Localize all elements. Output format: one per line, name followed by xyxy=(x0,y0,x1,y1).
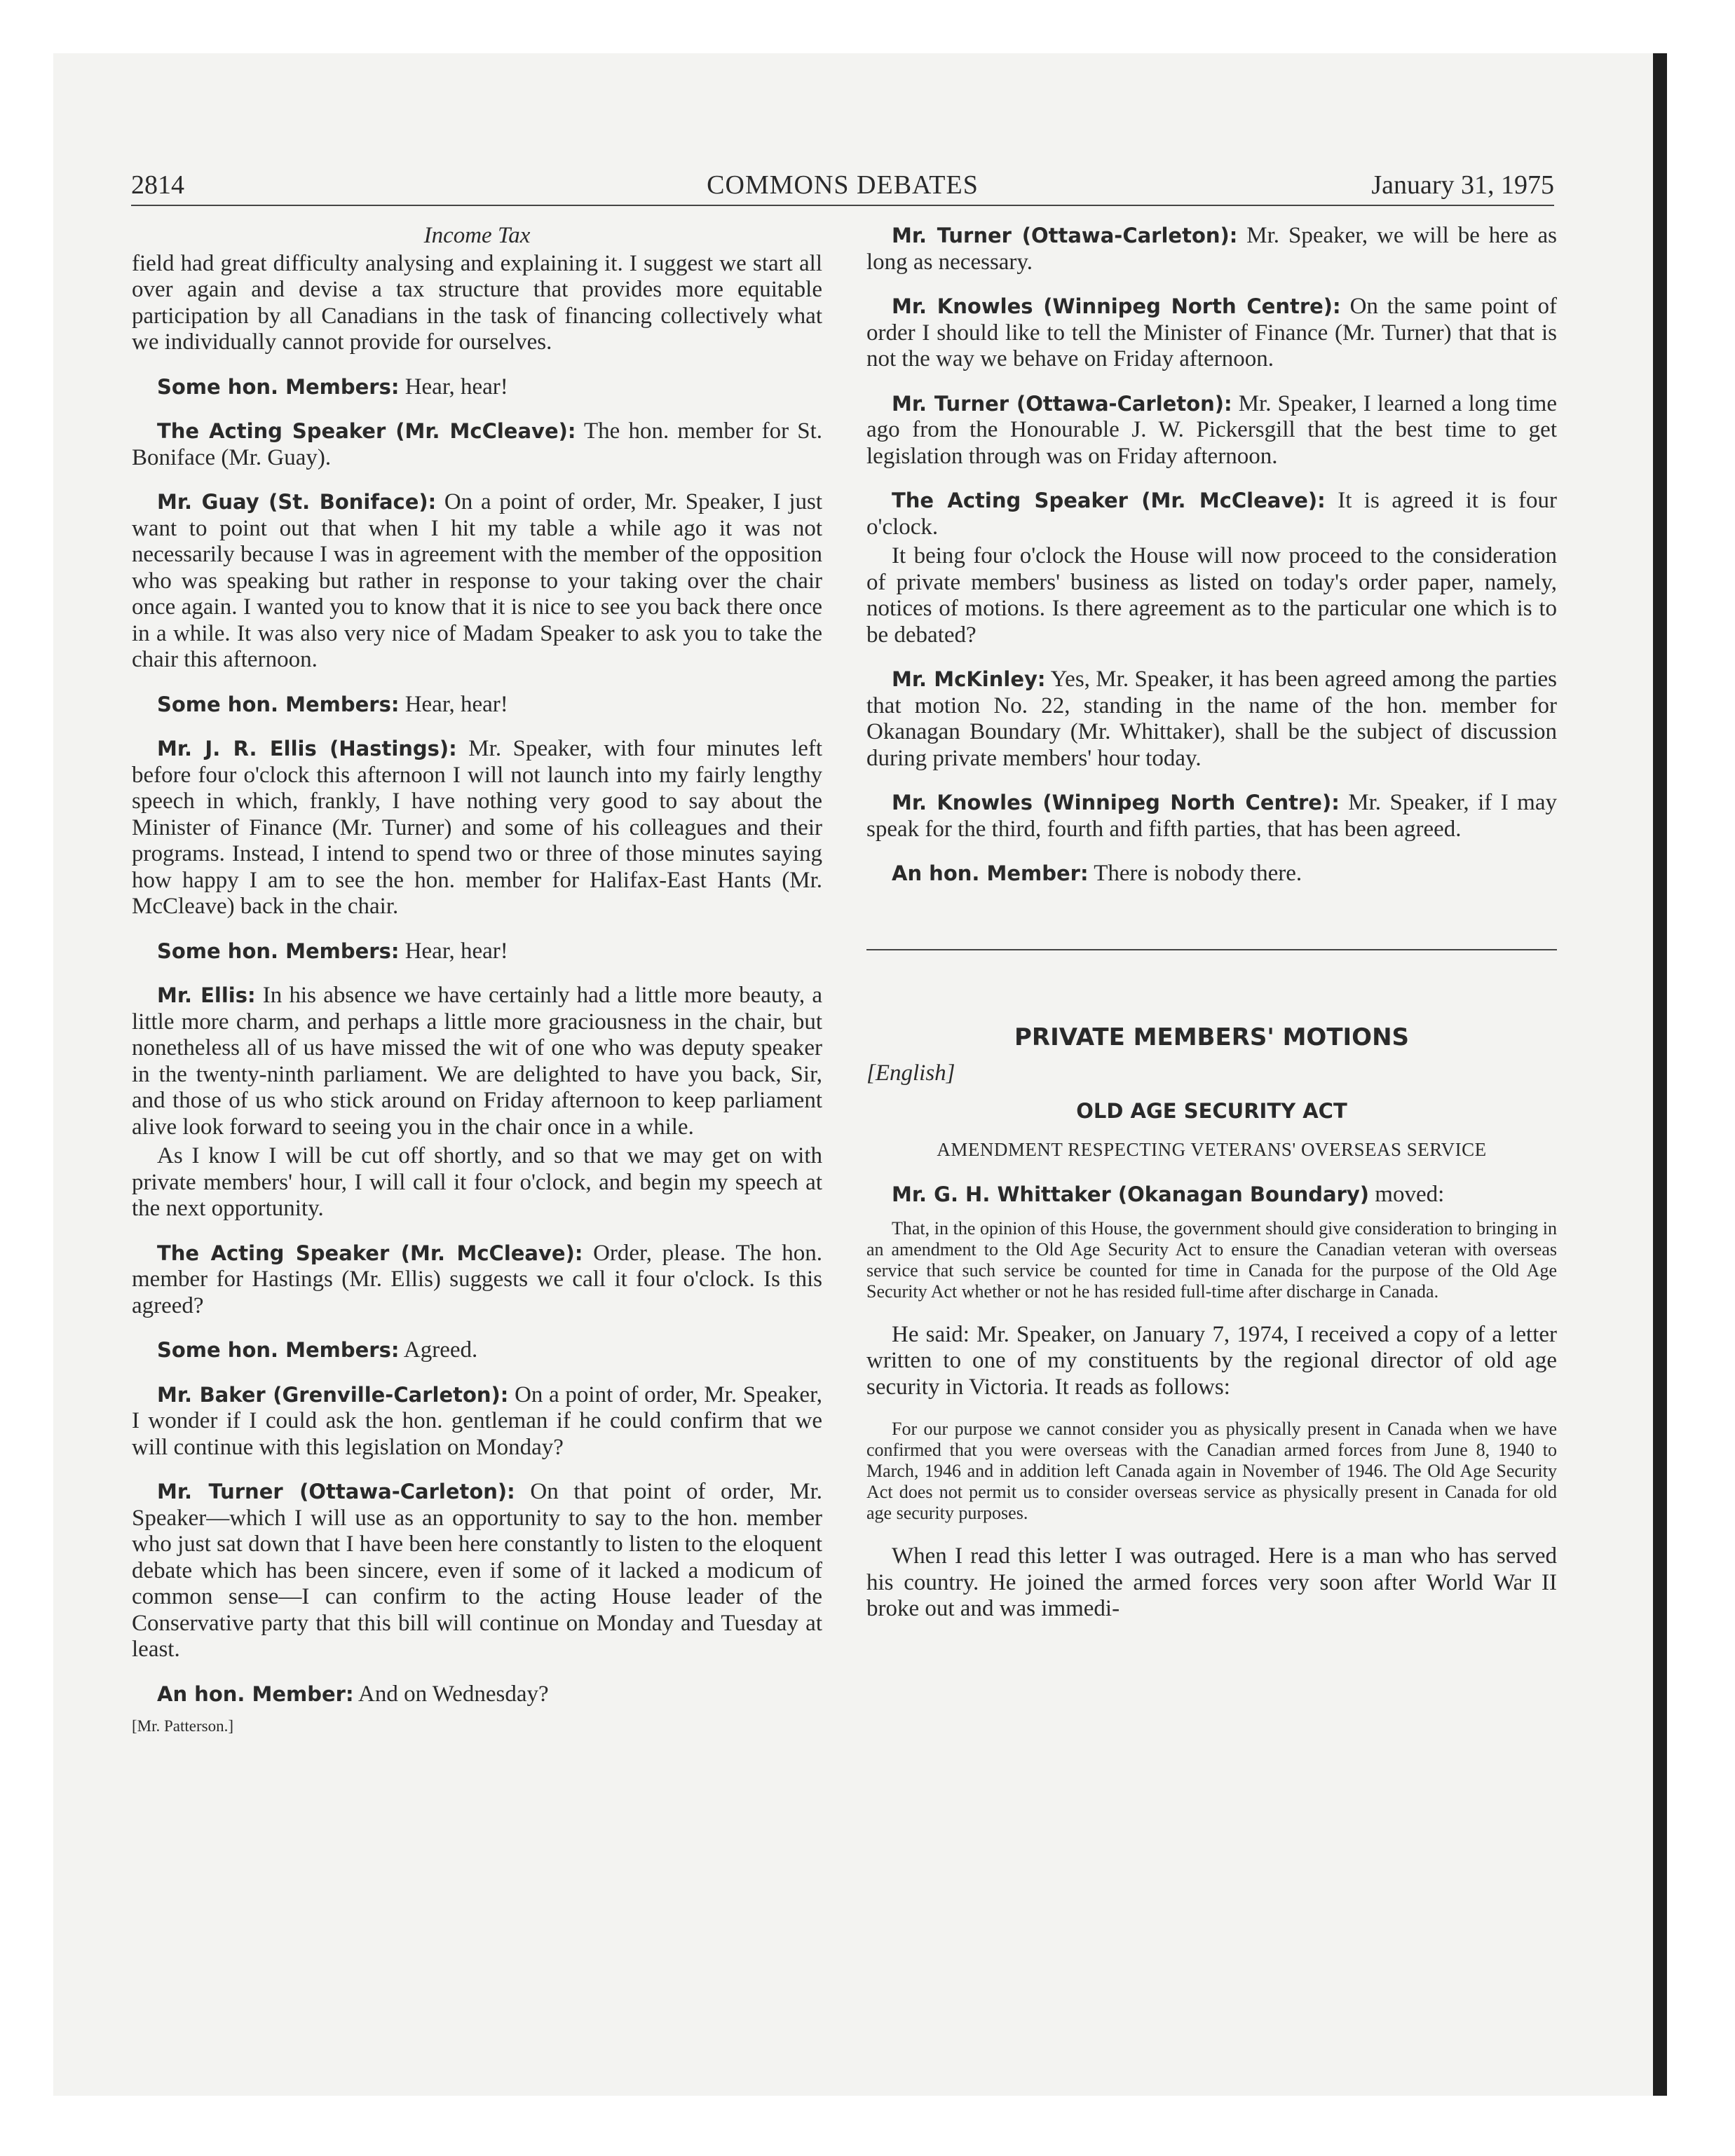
paragraph: Some hon. Members: Hear, hear! xyxy=(157,691,508,717)
paragraph: Mr. G. H. Whittaker (Okanagan Boundary) moved: xyxy=(892,1182,1445,1207)
running-head: Income Tax xyxy=(423,223,531,248)
section-divider xyxy=(866,949,1557,950)
speaker-name: The Acting Speaker (Mr. McCleave): xyxy=(157,419,576,443)
paragraph: An hon. Member: And on Wednesday? xyxy=(157,1681,549,1707)
paragraph: An hon. Member: There is nobody there. xyxy=(892,861,1302,886)
speaker-name: Mr. G. H. Whittaker (Okanagan Boundary) xyxy=(892,1182,1370,1206)
paragraph: field had great difficulty analysing and explaining it. I suggest we start all over again and devise a tax structure that provides more equitable participation by all Canadians in the task of financing collectively what we individually cannot provide for ourselves. xyxy=(132,250,822,355)
motion-text: That, in the opinion of this House, the government should give consideration to bringing in an amendment to the Old Age Security Act to ensure the Canadian veteran with overseas service that such service be counted for time in Canada for the purpose of the Old Age Security Act whether or not he has resided full-time after discharge in Canada. xyxy=(866,1217,1557,1302)
speaker-name: Mr. McKinley: xyxy=(892,667,1046,691)
header-rule xyxy=(131,205,1554,206)
speaker-name: Mr. Guay (St. Boniface): xyxy=(157,490,437,514)
speaker-name: An hon. Member: xyxy=(157,1681,354,1706)
speaker-name: Mr. Turner (Ottawa-Carleton): xyxy=(892,224,1238,247)
speaker-name: The Acting Speaker (Mr. McCleave): xyxy=(157,1241,583,1265)
speaker-name: Some hon. Members: xyxy=(157,374,400,399)
paragraph: Some hon. Members: Hear, hear! xyxy=(157,938,508,964)
publication-date: January 31, 1975 xyxy=(1371,170,1554,200)
act-subheading: AMENDMENT RESPECTING VETERANS' OVERSEAS SERVICE xyxy=(937,1139,1487,1160)
page-header xyxy=(131,164,1554,206)
paragraph: Mr. Ellis: In his absence we have certainly had a little more beauty, a little more charm, and perhaps a little more graciousness in the chair, but nonetheless all of us have missed the wit of one who was deputy speaker in the twenty-ninth parliament. We are delighted to have you back, Sir, and those of us who stick around on Friday afternoon to keep parliament alive look forward to seeing you in the chair once in a while. xyxy=(132,983,822,1140)
publication-title: COMMONS DEBATES xyxy=(707,170,979,200)
section-heading: PRIVATE MEMBERS' MOTIONS xyxy=(1014,1023,1410,1051)
speaker-name: Some hon. Members: xyxy=(157,692,400,716)
paragraph: Mr. McKinley: Yes, Mr. Speaker, it has been agreed among the parties that motion No. 22, standing in the name of the hon. member for Okanagan Boundary (Mr. Whittaker), shall be the subject of discussion during private members' hour today. xyxy=(866,667,1557,771)
speaker-name: Some hon. Members: xyxy=(157,1338,400,1362)
speaker-name: Mr. Turner (Ottawa-Carleton): xyxy=(157,1480,515,1503)
paragraph: Mr. Turner (Ottawa-Carleton): On that point of order, Mr. Speaker—which I will use as an opportunity to say to the hon. member who just sat down that I have been here constantly to listen to the eloquent debate which has been sincere, even if some of it lacked a modicum of common sense—I can confirm to the acting House leader of the Conservative party that this bill will continue on Monday and Tuesday at least. xyxy=(132,1479,822,1662)
paragraph: Mr. Turner (Ottawa-Carleton): Mr. Speaker, we will be here as long as necessary. xyxy=(866,223,1557,275)
paragraph: He said: Mr. Speaker, on January 7, 1974, I received a copy of a letter written to one of my constituents by the regional director of old age security in Victoria. It reads as follows: xyxy=(866,1321,1557,1400)
left-column xyxy=(132,223,822,1740)
paragraph: The Acting Speaker (Mr. McCleave): It is agreed it is four o'clock. xyxy=(866,488,1557,540)
speaker-name: The Acting Speaker (Mr. McCleave): xyxy=(892,489,1326,512)
paragraph: Mr. Turner (Ottawa-Carleton): Mr. Speaker, I learned a long time ago from the Honourable J. W. Pickersgill that the best time to get legislation through was on Friday afternoon. xyxy=(866,390,1557,469)
paragraph: As I know I will be cut off shortly, and so that we may get on with private members' hour, I will call it four o'clock, and begin my speech at the next opportunity. xyxy=(132,1143,822,1221)
act-heading: OLD AGE SECURITY ACT xyxy=(1076,1098,1347,1123)
paragraph: The Acting Speaker (Mr. McCleave): The hon. member for St. Boniface (Mr. Guay). xyxy=(132,418,822,470)
paragraph: It being four o'clock the House will now proceed to the consideration of private members' business as listed on today's order paper, namely, notices of motions. Is there agreement as to the particular one which is to be debated? xyxy=(866,543,1557,648)
speaker-name: Mr. Turner (Ottawa-Carleton): xyxy=(892,391,1232,416)
page-number: 2814 xyxy=(131,170,184,200)
paragraph: Mr. Knowles (Winnipeg North Centre): On the same point of order I should like to tell the Minister of Finance (Mr. Turner) that that is not the way we behave on Friday afternoon. xyxy=(866,294,1558,371)
speaker-name: Mr. Knowles (Winnipeg North Centre): xyxy=(892,791,1340,814)
speaker-name: Some hon. Members: xyxy=(157,939,400,963)
speaker-footnote: [Mr. Patterson.] xyxy=(132,1717,234,1735)
paragraph: Mr. Knowles (Winnipeg North Centre): Mr. Speaker, if I may speak for the third, fourth and fifth parties, that has been agreed. xyxy=(866,790,1557,842)
right-column xyxy=(866,223,1557,1641)
speaker-name: An hon. Member: xyxy=(892,861,1089,885)
paragraph: When I read this letter I was outraged. Here is a man who has served his country. He joined the armed forces very soon after World War II broke out and was immedi- xyxy=(866,1543,1557,1621)
language-marker: [English] xyxy=(866,1060,955,1086)
paragraph: Mr. Baker (Grenville-Carleton): On a point of order, Mr. Speaker, I wonder if I could ask the hon. gentleman if he could confirm that we will continue with this legislation on Monday? xyxy=(132,1381,822,1460)
speaker-name: Mr. Knowles (Winnipeg North Centre): xyxy=(892,294,1341,318)
quoted-letter: For our purpose we cannot consider you as physically present in Canada when we have confirmed that you were overseas with the Canadian armed forces from June 8, 1940 to March, 1946 and in addition left Canada again in November of 1946. The Old Age Security Act does not permit us to consider overseas service as physically present in Canada for old age security purposes. xyxy=(866,1419,1557,1523)
paragraph: Mr. Guay (St. Boniface): On a point of order, Mr. Speaker, I just want to point out that when I hit my table a while ago it was not necessarily because I was in agreement with the member of the opposition who was speaking but rather in response to your taking over the chair once again. I wanted you to know that it is nice to see you back there once in a while. It was also very nice of Madam Speaker to ask you to take the chair this afternoon. xyxy=(132,489,823,672)
paragraph: Some hon. Members: Hear, hear! xyxy=(157,374,508,400)
speaker-name: Mr. J. R. Ellis (Hastings): xyxy=(157,737,457,760)
paragraph: Mr. J. R. Ellis (Hastings): Mr. Speaker, with four minutes left before four o'clock this afternoon I will not launch into my fairly lengthy speech in which, frankly, I have nothing very good to say about the Minister of Finance (Mr. Turner) and some of his colleagues and their programs. Instead, I intend to spend two or three of those minutes saying how happy I am to see the hon. member for Halifax-East Hants (Mr. McCleave) back in the chair. xyxy=(132,736,822,919)
speaker-name: Mr. Baker (Grenville-Carleton): xyxy=(157,1382,509,1407)
page-edge-shadow xyxy=(1653,53,1667,2096)
speaker-name: Mr. Ellis: xyxy=(157,983,256,1007)
paragraph: The Acting Speaker (Mr. McCleave): Order, please. The hon. member for Hastings (Mr. Ellis) suggests we call it four o'clock. Is this agreed? xyxy=(132,1240,822,1318)
paragraph: Some hon. Members: Agreed. xyxy=(157,1337,478,1363)
